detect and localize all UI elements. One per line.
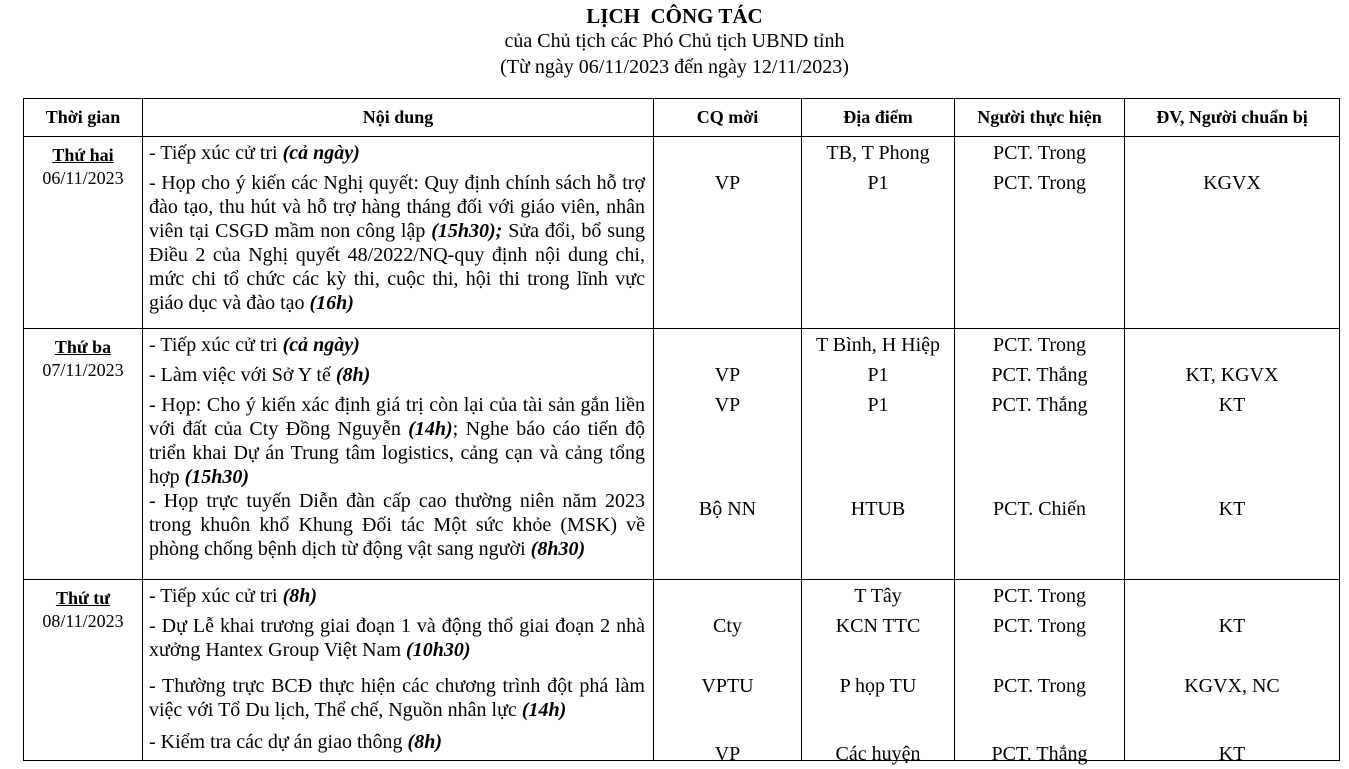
task-time-second: (15h30) <box>184 466 250 488</box>
task-time: (8h) <box>282 585 318 607</box>
day-name: Thứ tư <box>55 588 111 608</box>
task-time: (8h) <box>335 364 371 386</box>
task-item <box>149 674 645 722</box>
preparer-text: KGVX, NC <box>1184 675 1280 697</box>
task-time: (8h) <box>407 731 442 753</box>
location-cell <box>802 329 955 580</box>
col-header-executor: Người thực hiện <box>955 99 1125 137</box>
schedule-table <box>23 98 1340 765</box>
location-text: TB, T Phong <box>826 142 930 164</box>
preparer-text: KT <box>1218 743 1246 765</box>
executor-text: PCT. Thắng <box>991 394 1088 416</box>
task-text: - Tiếp xúc cử tri <box>149 142 283 164</box>
location-cell <box>802 137 955 329</box>
executor-text: PCT. Trong <box>992 615 1086 637</box>
task-item <box>149 141 645 165</box>
task-item <box>149 363 645 387</box>
preparer-text: KT <box>1218 615 1246 637</box>
inviting-agency-text: VP <box>714 172 741 194</box>
task-time: (8h30) <box>530 538 586 560</box>
task-text: - Thường trực BCĐ thực hiện các chương trình đột phá làm việc với Tổ Du lịch, Thể chế, Nguồn nhân lực <box>149 675 645 721</box>
task-item <box>149 730 645 754</box>
inviting-agency-cell <box>654 137 802 329</box>
executor-text: PCT. Trong <box>992 142 1086 164</box>
task-text-continued: ; Nghe báo cáo tiến độ triển khai Dự án Trung tâm logistics, cảng cạn và cảng tổng hợp <box>149 418 646 488</box>
task-time: (10h30) <box>406 639 471 661</box>
location-text: KCN TTC <box>835 615 921 637</box>
day-cell <box>24 329 143 580</box>
table-header-row <box>24 99 1340 137</box>
inviting-agency-text: VP <box>714 394 741 416</box>
col-header-time: Thời gian <box>24 99 143 137</box>
day-date: 06/11/2023 <box>42 168 124 188</box>
task-item <box>149 333 645 357</box>
table-row <box>24 137 1340 329</box>
executor-text: PCT. Trong <box>992 675 1086 697</box>
executor-text: PCT. Trong <box>992 585 1086 607</box>
preparer-text: KT <box>1218 394 1246 416</box>
inviting-agency-text: Cty <box>713 615 742 637</box>
col-header-location: Địa điểm <box>802 99 955 137</box>
inviting-agency-text: VPTU <box>701 675 754 697</box>
preparer-cell <box>1125 137 1340 329</box>
document-period: (Từ ngày 06/11/2023 đến ngày 12/11/2023) <box>500 56 849 78</box>
executor-text: PCT. Thắng <box>991 743 1088 765</box>
task-text: - Tiếp xúc cử tri <box>149 585 283 607</box>
task-text-continued: Sửa đổi, bổ sung Điều 2 của Nghị quyết 48/2022/NQ-quy định nội dung chi, mức chi tổ chức các kỳ thi, cuộc thi, hội thi trong lĩnh vực giáo dục và đào tạo <box>149 220 645 314</box>
location-text: P1 <box>867 364 889 386</box>
preparer-cell <box>1125 580 1340 765</box>
inviting-agency-cell <box>654 580 802 765</box>
task-item <box>149 584 645 608</box>
content-cell <box>143 137 654 329</box>
task-text: - Họp cho ý kiến các Nghị quyết: Quy định chính sách hỗ trợ đào tạo, thu hút và hỗ trợ hàng tháng đối với giáo viên, nhân viên tại CSGD mầm non công lập <box>149 172 645 242</box>
executor-text: PCT. Trong <box>992 172 1086 194</box>
preparer-text: KGVX <box>1203 172 1261 194</box>
day-cell <box>24 580 143 761</box>
executor-cell <box>955 580 1125 765</box>
inviting-agency-text: VP <box>714 364 741 386</box>
location-cell <box>802 580 955 765</box>
location-text: P1 <box>867 172 889 194</box>
content-cell <box>143 329 654 580</box>
task-text: - Tiếp xúc cử tri <box>149 334 283 356</box>
inviting-agency-text: VP <box>714 743 741 765</box>
day-name: Thứ ba <box>54 337 112 357</box>
task-text: - Làm việc với Sở Y tế <box>149 364 336 386</box>
executor-cell <box>955 137 1125 329</box>
col-header-preparer: ĐV, Người chuẩn bị <box>1125 99 1340 137</box>
task-text: - Kiểm tra các dự án giao thông <box>149 731 408 753</box>
day-cell <box>24 137 143 329</box>
preparer-text: KT <box>1218 498 1246 520</box>
task-time-second: (16h) <box>309 292 354 314</box>
day-name: Thứ hai <box>52 145 114 165</box>
location-text: HTUB <box>850 498 906 520</box>
table-row <box>24 329 1340 580</box>
document-title: LỊCH CÔNG TÁC <box>586 4 763 28</box>
preparer-cell <box>1125 329 1340 580</box>
table-row <box>24 580 1340 761</box>
executor-text: PCT. Chiến <box>993 498 1086 520</box>
task-item <box>149 393 645 489</box>
task-time: (14h) <box>408 418 453 440</box>
task-text: - Dự Lễ khai trương giai đoạn 1 và động thổ giai đoạn 2 nhà xưởng Hantex Group Việt Nam <box>149 615 645 661</box>
task-text: - Họp: Cho ý kiến xác định giá trị còn lại của tài sản gắn liền với đất của Cty Đồng Nguyễn <box>149 394 645 440</box>
task-time: (cả ngày) <box>282 334 360 356</box>
task-item <box>149 171 645 315</box>
document-subtitle: của Chủ tịch các Phó Chủ tịch UBND tỉnh <box>504 30 845 52</box>
task-time: (15h30); <box>431 220 503 242</box>
location-text: T Bình, H Hiệp <box>815 334 941 356</box>
location-text: Các huyện <box>835 743 921 765</box>
executor-cell <box>955 329 1125 580</box>
executor-text: PCT. Trong <box>992 334 1086 356</box>
inviting-agency-text: Bộ NN <box>698 498 757 520</box>
location-text: T Tây <box>854 585 902 607</box>
col-header-inviting-agency: CQ mời <box>654 99 802 137</box>
task-time: (14h) <box>521 699 567 721</box>
task-time: (cả ngày) <box>282 142 360 164</box>
executor-text: PCT. Thắng <box>991 364 1088 386</box>
inviting-agency-cell <box>654 329 802 580</box>
col-header-content: Nội dung <box>143 99 654 137</box>
task-item <box>149 489 645 561</box>
location-text: P họp TU <box>839 675 917 697</box>
location-text: P1 <box>867 394 889 416</box>
content-cell <box>143 580 654 761</box>
preparer-text: KT, KGVX <box>1185 364 1279 386</box>
task-text: - Họp trực tuyến Diễn đàn cấp cao thường niên năm 2023 trong khuôn khổ Khung Đối tác Một sức khỏe (MSK) về phòng chống bệnh dịch từ động vật sang người <box>149 490 645 560</box>
day-date: 08/11/2023 <box>42 611 124 631</box>
task-item <box>149 614 645 662</box>
day-date: 07/11/2023 <box>42 360 124 380</box>
